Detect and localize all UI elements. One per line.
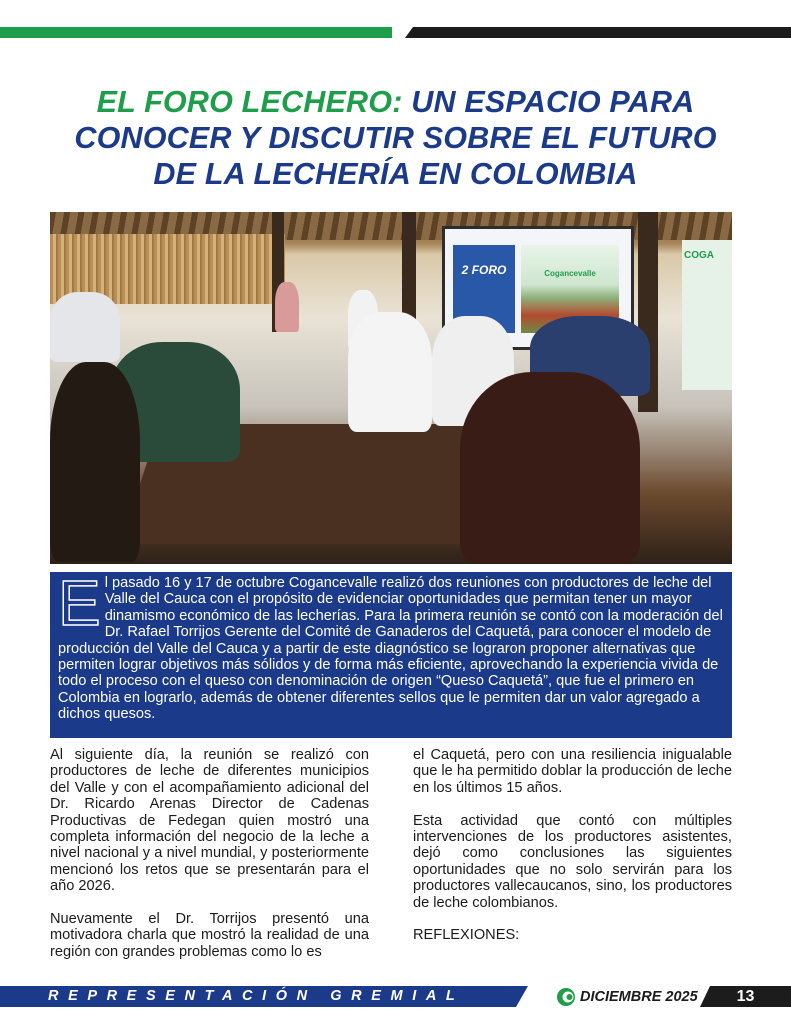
body-paragraph: Al siguiente día, la reunión se realizó con productores de leche de diferentes municipios del Valle y con el acompañamiento adicional del Dr. Ricardo Arenas Director de Cadenas Productivas de Fedegan quien mostró una completa información del negocio de la leche a nivel nacional y a nivel mundial, y posteriormente mencionó los retos que se presentarán para el año 2026. <box>50 747 369 895</box>
body-paragraph: Nuevamente el Dr. Torrijos presentó una motivadora charla que mostró la realidad de una región con grandes problemas como lo es <box>50 911 369 960</box>
title-line2: CONOCER Y DISCUTIR SOBRE EL FUTURO <box>74 121 717 155</box>
photo-person <box>275 282 299 332</box>
photo-person <box>460 372 640 564</box>
event-photo <box>50 212 732 564</box>
intro-text: l pasado 16 y 17 de octubre Cogancevalle realizó dos reuniones con productores de leche del Valle del Cauca con el propósito de evidenciar oportunidades que permitan tener un mayor dinamismo económico de las lecherías. Para la primera reunión se contó con la moderación del Dr. Rafael Torrijos Gerente del Comité de Ganaderos del Caquetá, para conocer el modelo de producción del Valle del Cauca y a partir de este diagnóstico se lograron proponer alternativas que permiten lograr objetivos más sólidos y de forma más eficiente, aprovechando la experiencia vivida de todo el proceso con el queso con denominación de origen “Queso Caquetá”, que fue el primero en Colombia en lograrlo, además de obtener diferentes sellos que le permiten dar un valor agregado a dichos quesos. <box>58 575 723 723</box>
slide-brand: Cogancevalle <box>544 269 596 278</box>
section-heading-reflexiones: REFLEXIONES: <box>413 927 520 944</box>
drop-cap: E <box>58 567 101 639</box>
intro-box <box>50 567 732 738</box>
body-paragraph: el Caquetá, pero con una resiliencia inigualable que le ha permitido doblar la producción de leche en los últimos 15 años. <box>413 747 732 796</box>
photo-person <box>348 312 432 432</box>
header-green-bar <box>0 27 392 38</box>
body-column-left <box>50 747 369 960</box>
body-paragraph: Esta actividad que contó con múltiples intervenciones de los productores asistentes, dejó como conclusiones las siguientes oportunidades que no solo servirán para los productores vallecaucanos, sino, los productores de leche colombianos. <box>413 812 732 911</box>
title-line3: DE LA LECHERÍA EN COLOMBIA <box>153 157 638 191</box>
photo-person <box>50 292 120 362</box>
body-column-right <box>413 747 732 944</box>
standing-banner <box>682 240 732 390</box>
title-accent: EL FORO LECHERO: <box>96 85 403 119</box>
page-number: 13 <box>736 988 755 1005</box>
footer-date: DICIEMBRE 2025 <box>580 989 698 1005</box>
banner-text: COGA <box>684 250 714 261</box>
header-dark-bar <box>405 27 791 38</box>
cogancevalle-logo-icon <box>556 987 576 1007</box>
slide-title: 2 FORO <box>461 263 507 277</box>
article-title <box>40 84 751 192</box>
title-line1-rest: UN ESPACIO PARA <box>402 85 695 119</box>
photo-person <box>50 362 140 562</box>
footer-section-label: REPRESENTACIÓN GREMIAL <box>48 988 465 1004</box>
